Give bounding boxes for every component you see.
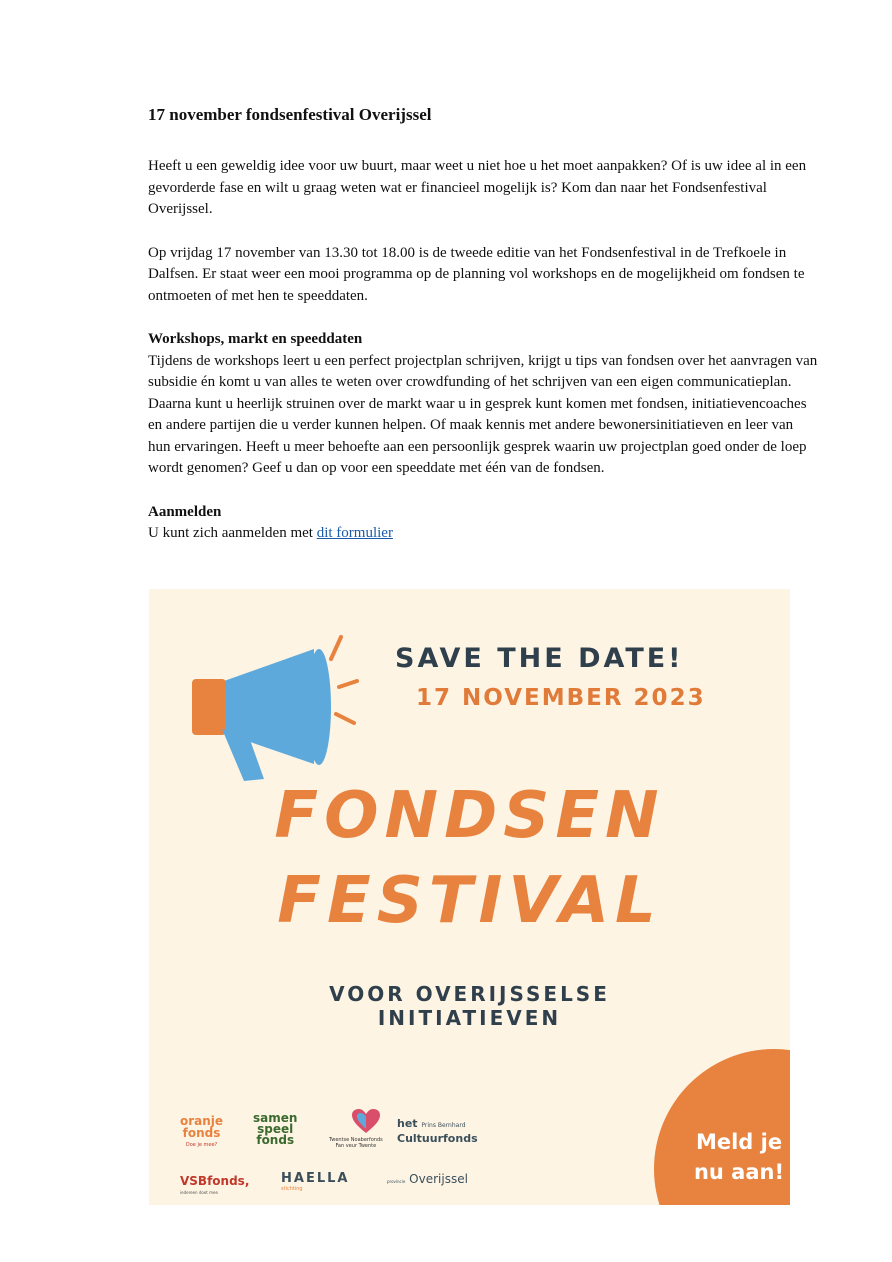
cultuurfonds-logo [397,1117,478,1145]
vsbfonds-logo [180,1175,249,1199]
signup-form-link[interactable]: dit formulier [316,525,393,541]
details-paragraph: Op vrijdag 17 november van 13.30 tot 18.00 is de tweede editie van het Fondsenfestival in de Trefkoele in Dalfsen. Er staat weer een mooi programma op de planning vol workshops en de mogelijkheid om fondsen te ontmoeten of met hen te speeddaten. [148,244,805,304]
signup-heading: Aanmelden [148,503,222,520]
poster-subtitle-line2: INITIATIEVEN [377,1006,562,1030]
oranje-fonds-logo [180,1115,223,1151]
poster-title-line2: FESTIVAL [277,864,662,938]
event-date: 17 NOVEMBER 2023 [416,685,706,711]
oranje-logo-text1: oranje [180,1114,224,1128]
twentse-logo-tag: Fan veur Twente [335,1143,377,1149]
samen-logo-text1: samen [253,1111,298,1125]
het-text: het [397,1117,418,1130]
prins-text: Prins Bernhard [421,1122,466,1129]
provincie-text: provincie [387,1179,406,1184]
provincie-overijssel-logo [387,1172,468,1186]
samen-logo-text2: speel [257,1122,294,1136]
twentse-logo-text: Twentse Noaberfonds [329,1137,383,1143]
cta-line1: Meld je [695,1130,783,1154]
oranje-logo-text2: fonds [182,1126,221,1140]
event-poster [149,589,790,1205]
twentse-noaberfonds-logo [329,1137,383,1149]
intro-paragraph: Heeft u een geweldig idee voor uw buurt, maar weet u niet hoe u het moet aanpakken? Of is uw idee al in een gevorderde fase en wilt u graag weten wat er financieel mogelijk is? Kom dan naar het Fondsenfestival Overijssel. [148,158,807,217]
oranje-logo-tag: Doe je mee? [185,1142,218,1148]
megaphone-icon [164,629,364,789]
signup-text: U kunt zich aanmelden met [148,525,317,541]
samen-logo-text3: fonds [256,1133,295,1147]
poster-title-line1: FONDSEN [274,779,665,853]
overijssel-text: Overijssel [409,1172,468,1186]
save-the-date: SAVE THE DATE! [395,643,684,674]
vsb-text: VSBfonds, [180,1174,250,1188]
workshops-heading: Workshops, markt en speeddaten [148,331,363,347]
article [148,104,818,567]
samenspeelfonds-logo [253,1113,297,1146]
haella-text: HAELLA [281,1171,350,1186]
vsb-tag: iedereen doet mee [180,1190,218,1195]
heart-icon [352,1109,380,1135]
workshops-body: Tijdens de workshops leert u een perfect projectplan schrijven, krijgt u tips van fondsen over het aanvragen van subsidie én komt u van alles te weten over crowdfunding of het schrijven van een eigen communicatieplan. Daarna kunt u heerlijk struinen over de markt waar u in gesprek kunt komen met fondsen, initiatievencoaches en andere partijen die u verder kunnen helpen. Of maak kennis met andere bewonersinitiatieven en leer van hun ervaringen. Heeft u meer behoefte aan een persoonlijk gesprek waarin uw projectplan goed onder de loep wordt genomen? Geef u dan op voor een speeddate met één van de fondsen. [148,352,818,476]
signup-badge-text [669,1127,790,1187]
cta-line2: nu aan! [693,1160,785,1184]
cultuurfonds-text: Cultuurfonds [397,1132,478,1145]
haella-logo [281,1171,349,1192]
signup-section [148,502,818,545]
poster-subtitle-line1: VOOR OVERIJSSELSE [329,982,610,1006]
page-title: 17 november fondsenfestival Overijssel [148,105,432,124]
workshops-section [148,329,818,480]
haella-tag: stichting [281,1186,303,1192]
